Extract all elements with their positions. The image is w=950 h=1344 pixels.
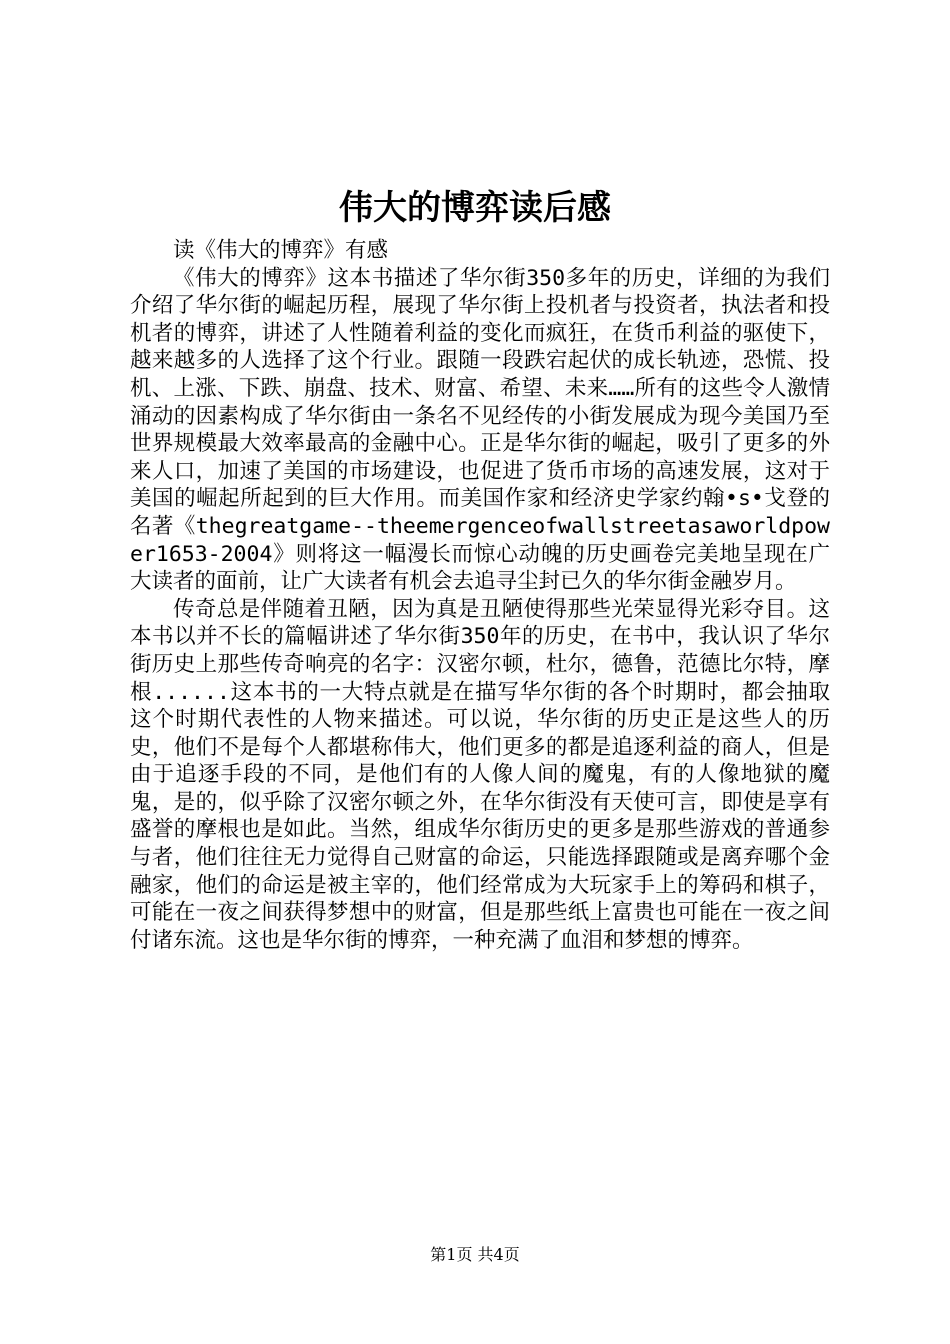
document-title: 伟大的博弈读后感 — [339, 188, 611, 228]
subtitle-paragraph: 读《伟大的博弈》有感 — [173, 238, 389, 263]
page-footer: 第1页 共4页 — [430, 1245, 520, 1264]
body-paragraph-2: 传奇总是伴随着丑陋，因为真是丑陋使得那些光荣显得光彩夺目。这本书以并不长的篇幅讲述了华尔街350年的历史，在书中，我认识了华尔街历史上那些传奇响亮的名字：汉密尔顿，杜尔，德鲁，范德比尔特，摩根......这本书的一大特点就是在描写华尔街的各个时期时，都会抽取这个时期代表性的人物来描述。可以说，华尔街的历史正是这些人的历史，他们不是每个人都堪称伟大，他们更多的都是追逐利益的商人，但是由于追逐手段的不同，是他们有的人像人间的魔鬼，有的人像地狱的魔鬼，是的，似乎除了汉密尔顿之外，在华尔街没有天使可言，即使是享有盛誉的摩根也是如此。当然，组成华尔街历史的更多是那些游戏的普通参与者，他们往往无力觉得自己财富的命运，只能选择跟随或是离弃哪个金融家，他们的命运是被主宰的，他们经常成为大玩家手上的筹码和棋子，可能在一夜之间获得梦想中的财富，但是那些纸上富贵也可能在一夜之间付诸东流。这也是华尔街的博弈，一种充满了血泪和梦想的博弈。 — [130, 596, 830, 953]
body-paragraph-1: 《伟大的博弈》这本书描述了华尔街350多年的历史，详细的为我们介绍了华尔街的崛起历程，展现了华尔街上投机者与投资者，执法者和投机者的博弈，讲述了人性随着利益的变化而疯狂，在货币利益的驱使下，越来越多的人选择了这个行业。跟随一段跌宕起伏的成长轨迹，恐慌、投机、上涨、下跌、崩盘、技术、财富、希望、未来……所有的这些令人激情涌动的因素构成了华尔街由一条名不见经传的小街发展成为现今美国乃至世界规模最大效率最高的金融中心。正是华尔街的崛起，吸引了更多的外来人口，加速了美国的市场建设，也促进了货币市场的高速发展，这对于美国的崛起所起到的巨大作用。而美国作家和经济史学家约翰•s•戈登的名著《thegreatgame--theemergenceofwallstreetasaworldpower1653-2004》则将这一幅漫长而惊心动魄的历史画卷完美地呈现在广大读者的面前，让广大读者有机会去追寻尘封已久的华尔街金融岁月。 — [130, 265, 830, 595]
document-body — [130, 237, 830, 954]
